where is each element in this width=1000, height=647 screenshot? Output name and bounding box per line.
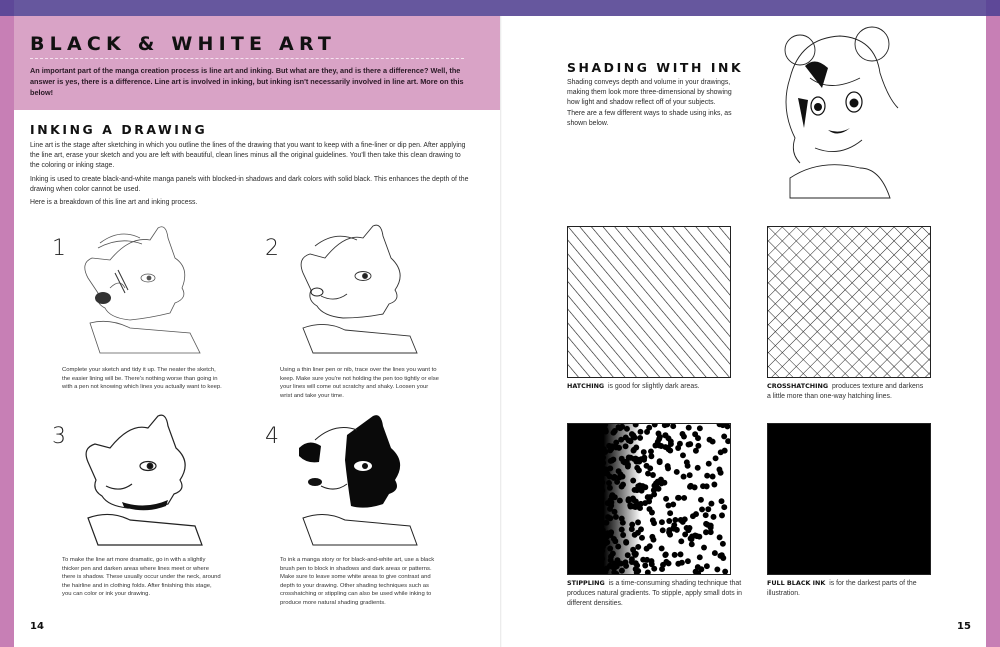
page-number-left: 14 bbox=[30, 621, 44, 632]
hatching-caption bbox=[567, 381, 737, 392]
left-page-edge bbox=[0, 16, 14, 647]
step-caption: To make the line art more dramatic, go in with a slightly thicker pen and darken areas where lines meet or where there is shadow. These usually occur under the neck, around the hairline and in clothing folds. After finishing this stage, you can color or ink your drawing. bbox=[62, 557, 221, 598]
technique-description: is a time-consuming shading technique that produces natural gradients. To stipple, apply small dots in different densities. bbox=[567, 580, 742, 608]
step-1-sketch-illustration bbox=[70, 218, 220, 358]
section-heading-shading: SHADING WITH INK bbox=[567, 60, 744, 75]
technique-description: is good for slightly dark areas. bbox=[608, 383, 700, 390]
inking-paragraph: Inking is used to create black-and-white manga panels with blocked-in shadows and dark colors with solid black. This enhances the depth of the drawing when color cannot be used. bbox=[30, 175, 469, 193]
title-divider bbox=[30, 58, 464, 59]
step-4-inked-illustration bbox=[285, 410, 435, 550]
inking-paragraph: Here is a breakdown of this line art and inking process. bbox=[30, 199, 198, 207]
technique-term: STIPPLING bbox=[567, 579, 605, 587]
book-gutter bbox=[500, 16, 502, 647]
technique-term: CROSSHATCHING bbox=[767, 382, 829, 390]
page-number-right: 15 bbox=[957, 621, 971, 632]
step-number: 4 bbox=[265, 424, 279, 449]
technique-term: FULL BLACK INK bbox=[767, 579, 826, 587]
inking-paragraph: Line art is the stage after sketching in which you outline the lines of the drawing that you want to keep with a fine-liner or dip pen. After applying the line art, erase your sketch and you are left with beautiful, clean lines minus all the original guidelines. You'll then take this clean drawing to the coloring or inking stage. bbox=[30, 142, 466, 170]
step-caption: Using a thin liner pen or nib, trace over the lines you want to keep. Make sure you're not holding the pen too tightly or else your lines will come out scratchy and shaky. Loosen your wrist and take your time. bbox=[280, 367, 439, 399]
step-number: 2 bbox=[265, 236, 279, 261]
full-black-ink-swatch bbox=[767, 423, 931, 575]
technique-term: HATCHING bbox=[567, 382, 605, 390]
technique-description: produces texture and darkens a little more than one-way hatching lines. bbox=[767, 383, 924, 401]
top-bar-corner-right bbox=[986, 0, 1000, 16]
step-2-lineart-illustration bbox=[285, 218, 435, 358]
stippling-caption bbox=[567, 578, 742, 610]
top-color-bar bbox=[0, 0, 1000, 16]
top-bar-corner-left bbox=[0, 0, 14, 16]
page-title: BLACK & WHITE ART bbox=[30, 33, 337, 55]
step-number: 3 bbox=[52, 424, 66, 449]
hatching-swatch bbox=[567, 226, 731, 378]
crosshatching-caption bbox=[767, 381, 927, 402]
section-heading-inking: INKING A DRAWING bbox=[30, 122, 208, 137]
shading-body: Shading conveys depth and volume in your drawings, making them look more three-dimensional by showing how light and shadow reflect off of your subjects. There are a few different ways to shade using inks, as shown below. bbox=[567, 79, 732, 127]
step-number: 1 bbox=[52, 236, 66, 261]
intro-text: An important part of the manga creation process is line art and inking. But what are they, and is there a difference? Well, the answer is yes, there is a difference. Line art is involved in inking, but inking isn't necessarily involved in line art. More on this below! bbox=[30, 66, 464, 97]
step-caption: To ink a manga story or for black-and-white art, use a black brush pen to block in shadows and dark areas or patterns. Make sure to leave some white areas to give contrast and depth to your drawing. Other shading techniques such as crosshatching or stippling can also be used while inking to produce more natural shading gradients. bbox=[280, 557, 435, 606]
step-caption: Complete your sketch and tidy it up. The neater the sketch, the easier lining will be. There's nothing worse than going in with a pen not knowing which lines you actually want to keep. bbox=[62, 367, 222, 391]
manga-girl-illustration bbox=[770, 18, 900, 203]
inking-body bbox=[30, 141, 470, 211]
step-3-bold-lineart-illustration bbox=[70, 410, 220, 550]
right-page-edge bbox=[986, 16, 1000, 647]
technique-description: is for the darkest parts of the illustration. bbox=[767, 580, 917, 598]
stippling-swatch bbox=[567, 423, 731, 575]
full-black-ink-caption bbox=[767, 578, 937, 599]
crosshatching-swatch bbox=[767, 226, 931, 378]
